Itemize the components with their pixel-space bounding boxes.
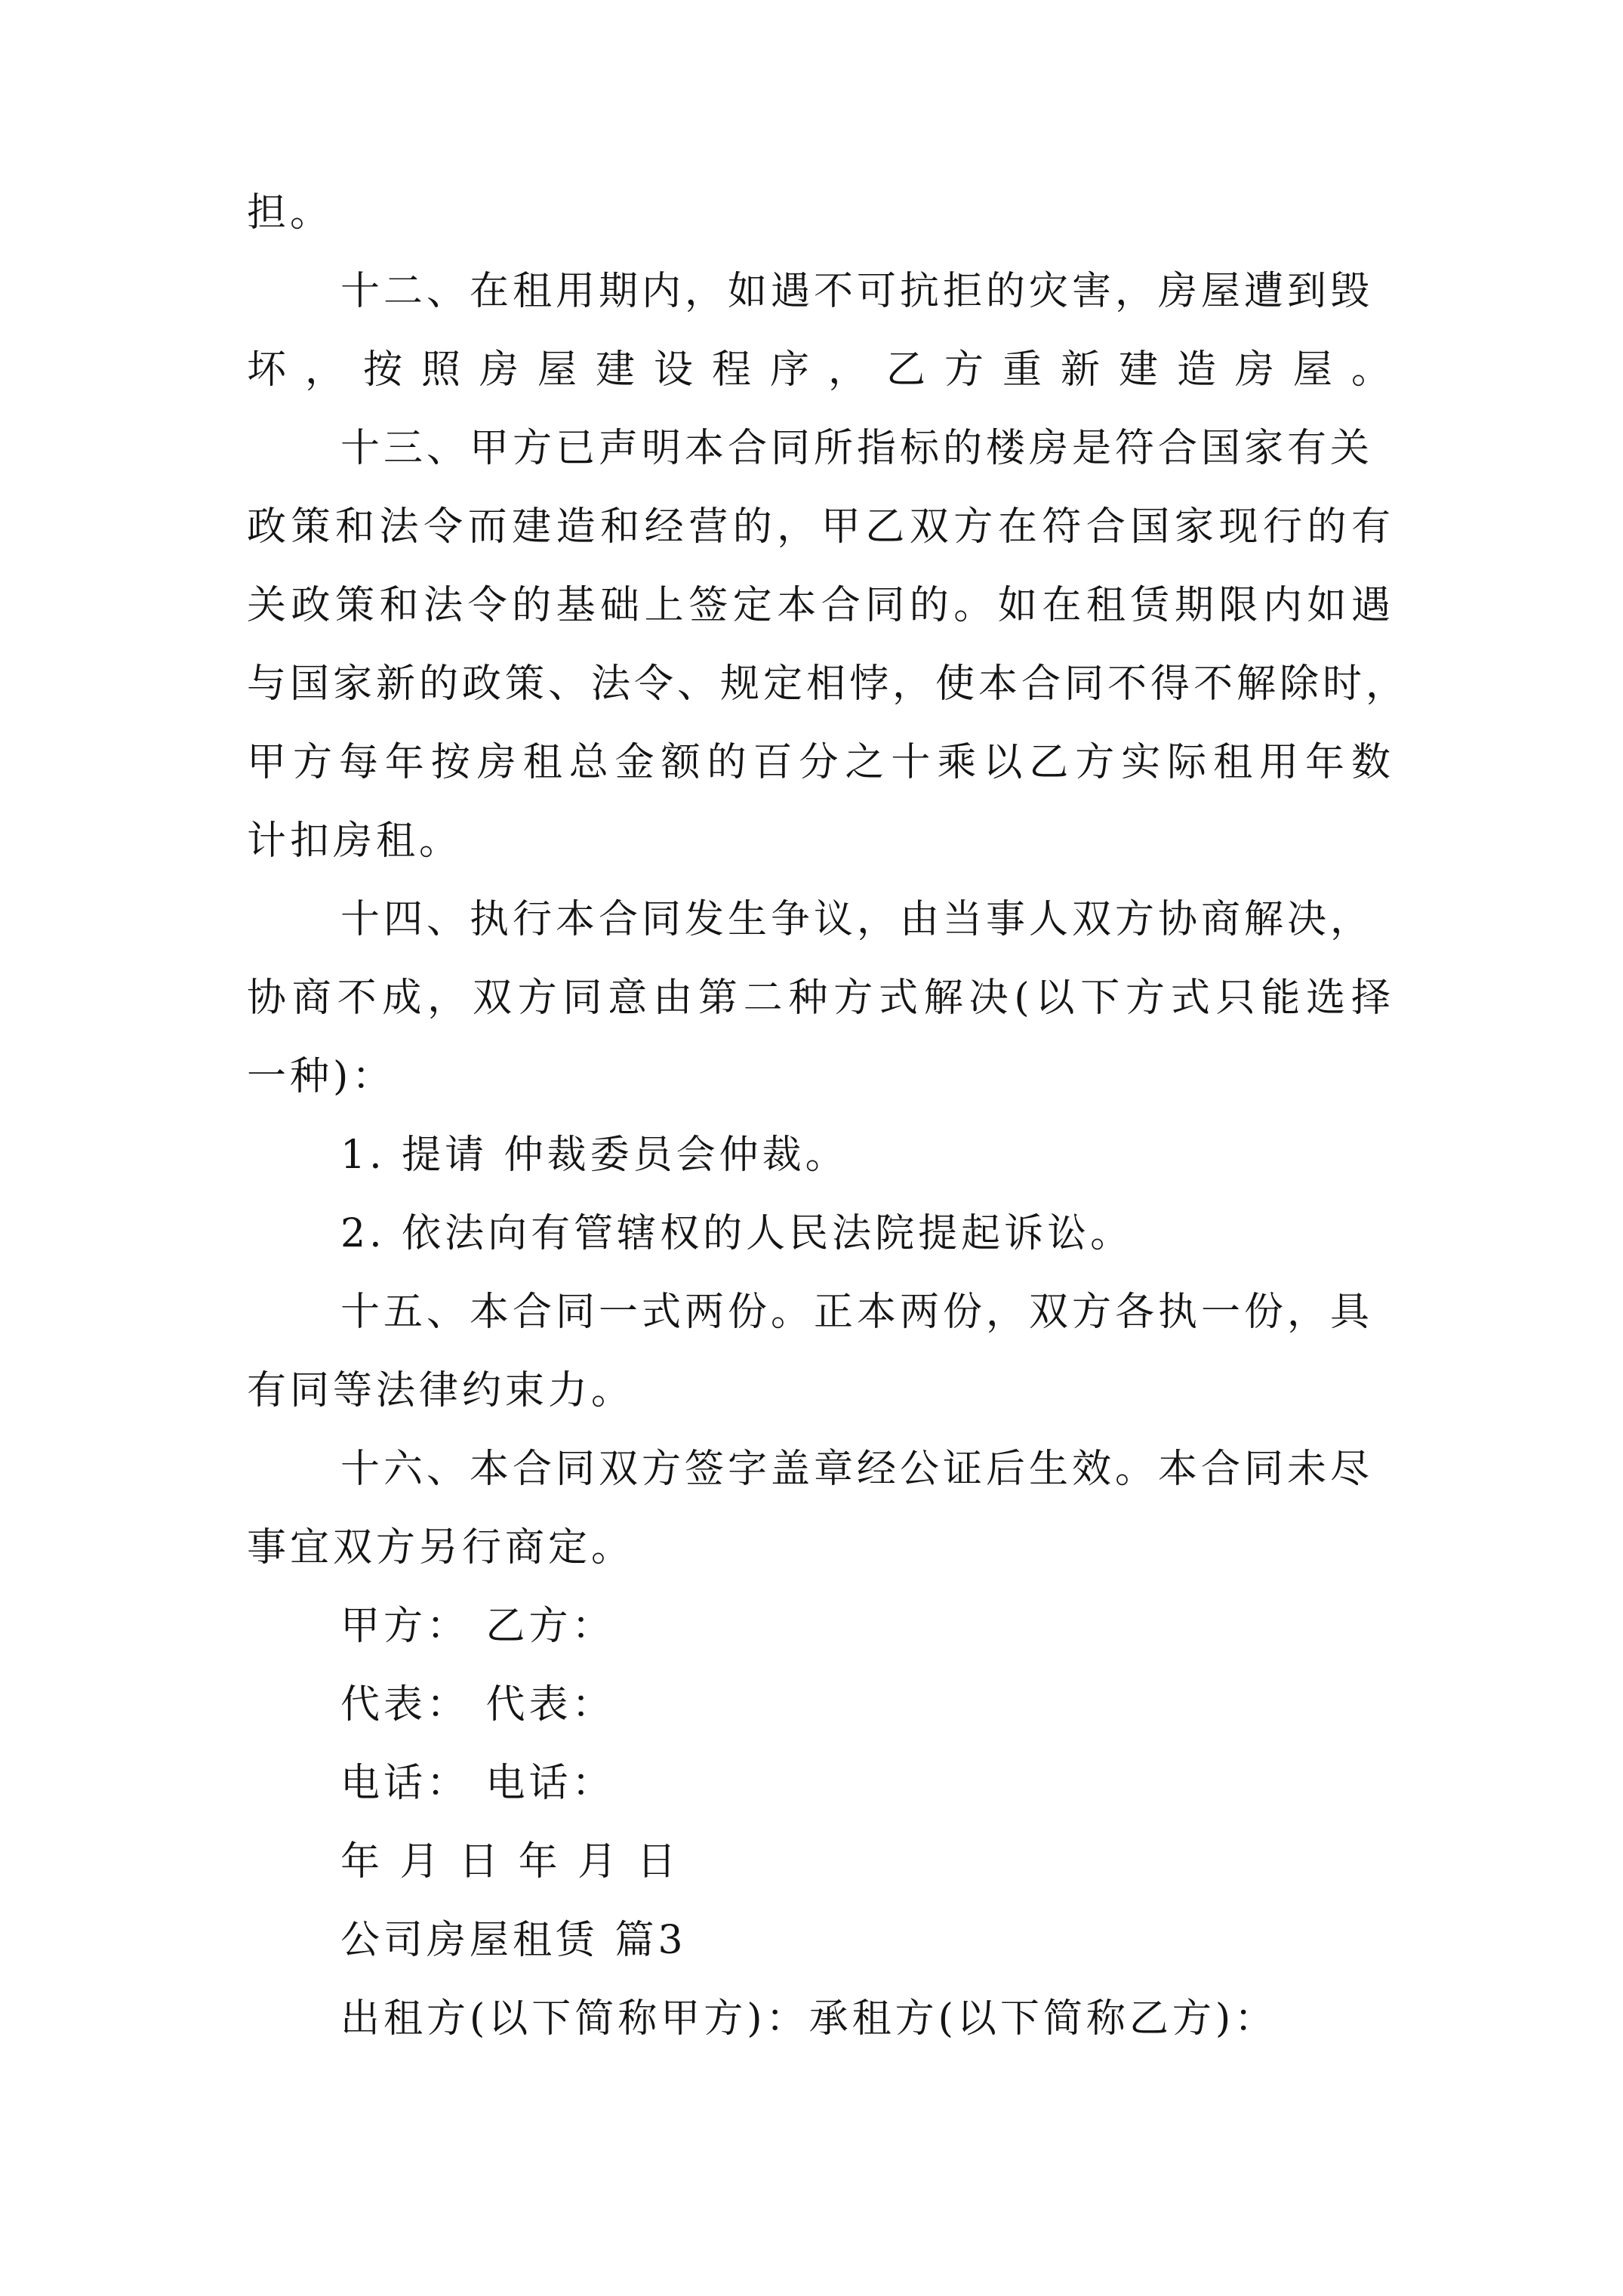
section-heading: 公司房屋租赁 篇3: [340, 1918, 687, 1963]
text-line: 计扣房租。: [247, 818, 463, 864]
text-line: 十四、执行本合同发生争议，由当事人双方协商解决，: [340, 897, 1374, 942]
text-line: 事宜双方另行商定。: [247, 1525, 635, 1570]
text-line: 协商不成，双方同意由第二种方式解决(以下方式只能选择: [247, 975, 1394, 1021]
text-line: 2. 依法向有管辖权的人民法院提起诉讼。: [340, 1211, 1134, 1256]
text-line: 关政策和法令的基础上签定本合同的。如在租赁期限内如遇: [247, 583, 1394, 628]
text-line: 有同等法律约束力。: [247, 1368, 635, 1413]
signature-line-date: 年 月 日 年 月 日: [340, 1839, 680, 1885]
text-line: 十六、本合同双方签字盖章经公证后生效。本合同未尽: [340, 1447, 1374, 1492]
text-line: 出租方(以下简称甲方)：承租方(以下简称乙方)：: [340, 1996, 1278, 2042]
text-line: 十五、本合同一式两份。正本两份，双方各执一份，具: [340, 1290, 1374, 1335]
text-line: 政策和法令而建造和经营的，甲乙双方在符合国家现行的有: [247, 504, 1394, 550]
signature-line-party: 甲方： 乙方：: [340, 1604, 615, 1649]
text-line: 一种)：: [247, 1054, 396, 1099]
signature-line-phone: 电话： 电话：: [340, 1761, 615, 1806]
text-line: 与国家新的政策、法令、规定相悖，使本合同不得不解除时，: [247, 661, 1409, 707]
signature-line-representative: 代表： 代表：: [340, 1682, 615, 1727]
text-line: 担。: [247, 190, 334, 236]
text-line: 十三、甲方已声明本合同所指标的楼房是符合国家有关: [340, 426, 1374, 471]
text-line: 十二、在租用期内，如遇不可抗拒的灾害，房屋遭到毁: [340, 269, 1374, 314]
text-line: 1. 提请 仲裁委员会仲裁。: [340, 1133, 848, 1178]
text-line: 坏，按照房屋建设程序，乙方重新建造房屋。: [247, 347, 1394, 393]
text-line: 甲方每年按房租总金额的百分之十乘以乙方实际租用年数: [247, 740, 1394, 785]
